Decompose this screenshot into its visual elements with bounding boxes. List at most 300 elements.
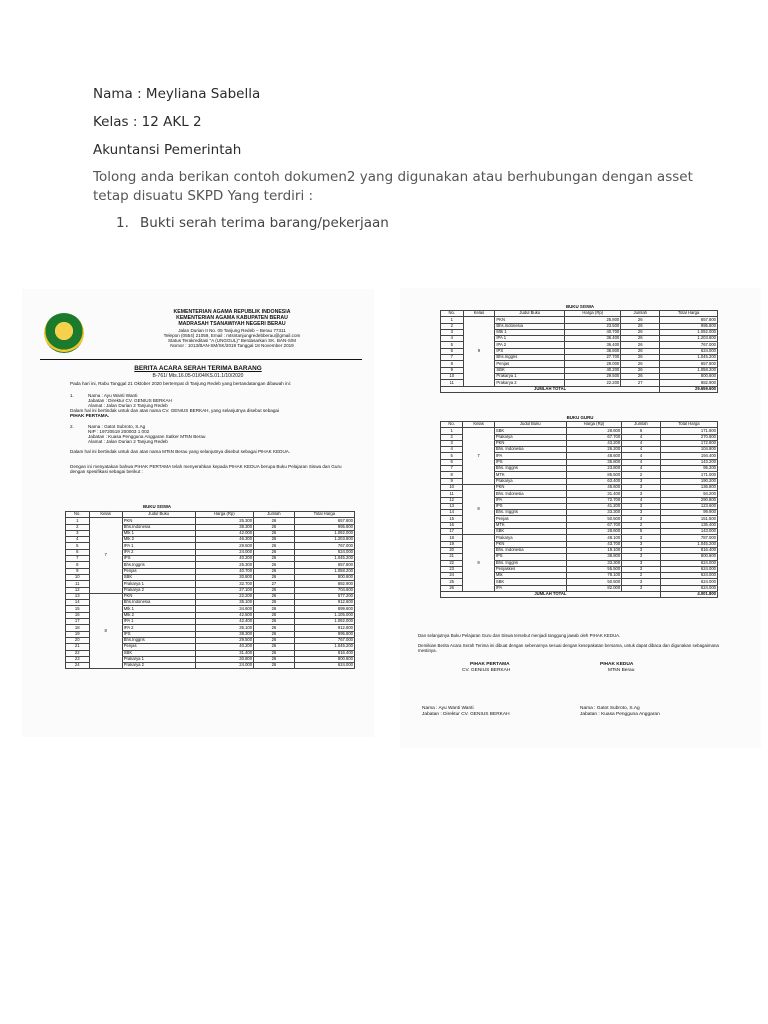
total-harga: 1.045.200	[294, 556, 354, 562]
jumlah: 4	[622, 440, 661, 446]
total-harga: 800.800	[660, 373, 718, 379]
judul-buku: SBK	[494, 428, 566, 434]
total-harga: 800.800	[294, 574, 354, 580]
harga: 45.600	[566, 484, 622, 490]
total-harga: 143.000	[660, 529, 717, 535]
judul-buku: Bhs.Indonesia	[122, 600, 195, 606]
judul-buku: IPA 1	[122, 543, 195, 549]
column-header: Jumlah	[621, 311, 660, 317]
judul-buku: IPA 2	[122, 549, 195, 555]
jumlah: 26	[254, 606, 295, 612]
total-harga: 800.800	[294, 656, 354, 662]
row-number: 1	[66, 518, 90, 524]
table-caption: BUKU GURU	[566, 415, 594, 420]
row-number: 6	[441, 459, 463, 465]
total-harga: 171.000	[660, 472, 717, 478]
judul-buku: IPA 1	[122, 619, 195, 625]
column-header: Harga (Rp)	[566, 422, 622, 428]
row-number: 19	[441, 541, 463, 547]
row-number: 7	[441, 355, 464, 361]
judul-buku: Mtk	[494, 573, 566, 579]
letterhead-text	[92, 309, 372, 348]
judul-buku: Bhs. Indonesia	[494, 547, 566, 553]
jumlah: 26	[254, 656, 295, 662]
row-number: 2	[441, 434, 463, 440]
jumlah: 3	[622, 547, 661, 553]
total-harga: 1.045.200	[660, 355, 718, 361]
row-number: 3	[441, 329, 464, 335]
judul-buku: IPS	[494, 503, 566, 509]
total-harga: 624.000	[660, 348, 718, 354]
judul-buku: SBK	[495, 367, 565, 373]
total-harga: 172.800	[660, 440, 717, 446]
total-harga: 99.900	[660, 510, 717, 516]
total-harga: 194.400	[660, 453, 717, 459]
harga: 25.300	[195, 562, 253, 568]
harga: 30.800	[195, 574, 253, 580]
harga: 23.500	[565, 323, 621, 329]
judul-buku: IPA 2	[495, 342, 565, 348]
buku-guru-table	[440, 421, 718, 598]
harga: 31.400	[566, 491, 622, 497]
harga: 25.800	[565, 317, 621, 323]
pihak-kedua-org: MTsN Berau	[608, 668, 635, 673]
harga: 35.100	[195, 600, 253, 606]
row-number: 11	[441, 380, 464, 386]
party2-number: 2.	[70, 424, 74, 429]
jumlah: 26	[254, 537, 295, 543]
harga: 32.700	[195, 581, 253, 587]
judul-buku: Penjas	[122, 568, 195, 574]
harga: 36.400	[565, 336, 621, 342]
jumlah: 26	[254, 556, 295, 562]
harga: 22.200	[195, 593, 253, 599]
row-number: 19	[66, 631, 90, 637]
total-harga: 577.200	[294, 593, 354, 599]
jumlah: 26	[254, 663, 295, 669]
total-harga: 912.600	[294, 600, 354, 606]
jumlah: 26	[254, 619, 295, 625]
jumlah: 26	[254, 637, 295, 643]
total-harga: 882.900	[660, 380, 718, 386]
kelas-cell: 7	[89, 518, 122, 594]
judul-buku: Prakarya 2	[122, 663, 195, 669]
total-value: 4.001.800	[660, 592, 717, 598]
row-number: 21	[441, 554, 463, 560]
judul-buku: IPS	[494, 459, 566, 465]
total-harga: 104.800	[660, 447, 717, 453]
harga: 34.600	[195, 606, 253, 612]
kop-line: KEMENTERIAN AGAMA KABUPATEN BERAU	[176, 315, 288, 322]
judul-buku: IPA 2	[122, 625, 195, 631]
harga: 38.300	[195, 524, 253, 530]
party2-nip: NIP : 19720519 200003 1 002	[88, 429, 150, 434]
harga: 27.100	[195, 587, 253, 593]
judul-buku: Bhs. Indonesia	[494, 447, 566, 453]
harga: 40.700	[565, 329, 621, 335]
total-harga: 995.800	[294, 524, 354, 530]
harga: 28.600	[566, 428, 622, 434]
jumlah: 2	[622, 522, 661, 528]
judul-buku: MTK	[494, 472, 566, 478]
total-label: JUMLAH TOTAL	[441, 592, 661, 598]
judul-buku: Bhs. Inggris	[494, 510, 566, 516]
kop-small-line: Nomor : 1013/BAN-SM/SK/2019 Tanggal 18 November 2019	[170, 343, 294, 349]
harga: 63.400	[566, 478, 622, 484]
jumlah: 26	[254, 568, 295, 574]
total-harga: 624.000	[294, 663, 354, 669]
total-harga: 143.200	[660, 459, 717, 465]
jumlah: 3	[622, 541, 661, 547]
jumlah: 26	[621, 329, 660, 335]
harga: 50.500	[566, 579, 622, 585]
opening-text: Pada hari ini, Rabu Tanggal 21 Oktober 2020 bertempat di Tanjung Redeb yang bertandatangan dibawah ini:	[70, 381, 291, 386]
harga: 40.700	[195, 568, 253, 574]
row-number: 6	[441, 348, 464, 354]
harga: 42.400	[195, 619, 253, 625]
harga: 26.200	[566, 447, 622, 453]
party1-name: Nama : Ayu Wanti Wanti	[88, 393, 138, 398]
column-header: Judul Buku	[494, 422, 566, 428]
column-header: Judul Buku	[122, 512, 195, 518]
harga: 85.500	[566, 472, 622, 478]
jumlah: 26	[254, 650, 295, 656]
total-harga: 767.000	[294, 543, 354, 549]
total-harga: 1.058.200	[294, 568, 354, 574]
harga: 29.500	[565, 373, 621, 379]
harga: 43.700	[566, 541, 622, 547]
row-number: 11	[66, 581, 90, 587]
list-item-number: 1.	[116, 215, 129, 231]
judul-buku: Bhs. Inggris	[494, 560, 566, 566]
judul-buku: IPS	[494, 554, 566, 560]
jumlah: 26	[254, 631, 295, 637]
row-number: 23	[441, 566, 463, 572]
jumlah: 3	[622, 478, 661, 484]
harga: 78.100	[566, 573, 622, 579]
harga: 55.500	[566, 566, 622, 572]
harga: 67.700	[566, 522, 622, 528]
row-number: 12	[441, 497, 463, 503]
row-number: 3	[66, 530, 90, 536]
row-number: 22	[66, 650, 90, 656]
total-harga: 123.600	[660, 503, 717, 509]
jumlah: 27	[254, 581, 295, 587]
row-number: 20	[66, 637, 90, 643]
list-item-text: Bukti serah terima barang/pekerjaan	[140, 215, 389, 231]
total-harga: 657.800	[660, 317, 718, 323]
total-harga: 624.000	[660, 585, 717, 591]
judul-buku: Bhs. Indonesia	[494, 491, 566, 497]
total-harga: 816.400	[660, 547, 717, 553]
total-harga: 1.058.200	[660, 367, 718, 373]
row-number: 8	[441, 361, 464, 367]
row-number: 22	[441, 560, 463, 566]
row-number: 14	[441, 510, 463, 516]
handover-statement: Dengan ini menyatakan bahwa PIHAK PERTAMA telah menyerahkan kepada PIHAK KEDUA berupa Buku Pelajaran Siswa dan Guru dengan spesifikasi sebagai berikut :	[70, 464, 342, 475]
row-number: 8	[66, 562, 90, 568]
harga: 43.200	[566, 440, 622, 446]
total-harga: 882.900	[294, 581, 354, 587]
kelas-cell: 8	[463, 484, 495, 534]
pihak-kedua-jabatan: Jabatan : Kuasa Pengguna Anggaran	[580, 712, 660, 717]
column-header: Total Harga	[294, 512, 354, 518]
row-number: 14	[66, 600, 90, 606]
party1-position: Jabatan : Direktur CV. GENIUS BERKAH	[88, 398, 172, 403]
party1-role: PIHAK PERTAMA.	[70, 413, 110, 418]
harga: 38.800	[565, 348, 621, 354]
judul-buku: Bhs.Indonesia	[122, 524, 195, 530]
row-number: 21	[66, 644, 90, 650]
party1-address: Alamat : Jalan Durian 2 Tanjung Redeb	[88, 403, 168, 408]
party2-description: Dalam hal ini bertindak untuk dan atas nama MTsN Berau yang selanjutnya disebut sebagai PIHAK KEDUA.	[70, 449, 291, 454]
total-harga: 1.045.200	[660, 541, 717, 547]
harga: 38.800	[566, 554, 622, 560]
jumlah: 4	[622, 497, 661, 503]
list-item	[116, 215, 389, 231]
column-header: Total Harga	[660, 311, 718, 317]
row-number: 26	[441, 585, 463, 591]
jumlah: 26	[621, 373, 660, 379]
buku-siswa-table	[65, 511, 355, 669]
document-scan-right	[400, 288, 761, 748]
jumlah: 26	[254, 543, 295, 549]
jumlah: 3	[622, 510, 661, 516]
judul-buku: Mtk 2	[122, 537, 195, 543]
row-number: 10	[441, 484, 463, 490]
jumlah: 2	[622, 472, 661, 478]
row-number: 5	[441, 342, 464, 348]
total-harga: 995.800	[294, 631, 354, 637]
kelas-cell: 8	[89, 593, 122, 669]
judul-buku: PKN	[494, 541, 566, 547]
harga: 42.000	[195, 530, 253, 536]
row-number: 12	[66, 587, 90, 593]
total-harga: 270.800	[660, 434, 717, 440]
jumlah: 3	[622, 484, 661, 490]
harga: 36.400	[565, 342, 621, 348]
document-title: BERITA ACARA SERAH TERIMA BARANG	[134, 365, 262, 372]
judul-buku: PKN	[494, 440, 566, 446]
jumlah: 3	[622, 491, 661, 497]
total-harga: 136.800	[660, 484, 717, 490]
judul-buku: IPS	[122, 631, 195, 637]
total-harga: 290.800	[660, 497, 717, 503]
total-harga: 657.800	[294, 518, 354, 524]
judul-buku: Mtk 1	[495, 329, 565, 335]
total-row	[441, 592, 718, 598]
jumlah: 26	[254, 593, 295, 599]
jumlah: 26	[621, 336, 660, 342]
row-number: 4	[441, 447, 463, 453]
jumlah: 3	[622, 503, 661, 509]
column-header: Harga (Rp)	[195, 512, 253, 518]
buku-siswa-table-kelas-9	[440, 310, 718, 393]
judul-buku: Prakarya 2	[495, 380, 565, 386]
party1-number: 1.	[70, 393, 74, 398]
column-header: Judul Buku	[495, 311, 565, 317]
total-harga: 767.000	[294, 637, 354, 643]
row-number: 18	[66, 625, 90, 631]
row-number: 8	[441, 472, 463, 478]
jumlah: 4	[622, 459, 661, 465]
row-number: 15	[66, 606, 90, 612]
jumlah: 3	[622, 560, 661, 566]
row-number: 6	[66, 549, 90, 555]
harga: 27.700	[565, 355, 621, 361]
harga: 24.000	[195, 663, 253, 669]
row-number: 10	[66, 574, 90, 580]
judul-buku: Mtk 1	[122, 606, 195, 612]
row-number: 7	[66, 556, 90, 562]
judul-buku: Mtk 2	[122, 612, 195, 618]
jumlah: 26	[254, 612, 295, 618]
closing-statement: Demikian Berita Acara Serah Terima ini dibuat dengan sebenarnya sesuai dengan kesepakatan bersama, untuk dapat dibaca dan digunakan sebagaimana mestinya.	[418, 643, 719, 654]
judul-buku: Prakarya 1	[122, 581, 195, 587]
harga: 82.000	[566, 585, 622, 591]
total-harga: 995.800	[660, 323, 718, 329]
party2-name: Nama : Gatot Subroto, S.Ag	[88, 424, 146, 429]
jumlah: 26	[254, 549, 295, 555]
jumlah: 26	[621, 367, 660, 373]
harga: 40.200	[195, 644, 253, 650]
harga: 25.300	[195, 518, 253, 524]
jumlah: 26	[254, 625, 295, 631]
row-number: 3	[441, 440, 463, 446]
harga: 33.300	[566, 560, 622, 566]
judul-buku: MTK	[494, 522, 566, 528]
total-harga: 171.600	[660, 428, 717, 434]
jumlah: 26	[254, 524, 295, 530]
row-number: 24	[441, 573, 463, 579]
total-harga: 816.400	[294, 650, 354, 656]
harga: 22.200	[565, 380, 621, 386]
total-harga: 657.800	[294, 562, 354, 568]
judul-buku: Bhs.Indonesia	[495, 323, 565, 329]
kelas-cell: 7	[463, 428, 495, 485]
jumlah: 3	[622, 566, 661, 572]
column-header: No.	[441, 422, 463, 428]
pihak-pertama-nama: Nama : Ayu Wanti Wanti	[422, 706, 474, 711]
jumlah: 4	[622, 434, 661, 440]
judul-buku: Bhs.Inggris	[122, 562, 195, 568]
letterhead-divider	[40, 359, 362, 360]
total-harga: 1.203.800	[660, 336, 718, 342]
total-harga: 624.000	[660, 566, 717, 572]
judul-buku: Prakarya 1	[122, 656, 195, 662]
total-harga: 912.600	[294, 625, 354, 631]
total-label: JUMLAH TOTAL	[441, 386, 660, 392]
total-harga: 151.500	[660, 516, 717, 522]
total-harga: 94.200	[660, 491, 717, 497]
judul-buku: SBK	[494, 579, 566, 585]
jumlah: 26	[254, 574, 295, 580]
jumlah: 6	[622, 428, 661, 434]
total-harga: 624.000	[660, 560, 717, 566]
judul-buku: Mtk 1	[122, 530, 195, 536]
jumlah: 26	[254, 518, 295, 524]
judul-buku: Penjas	[122, 644, 195, 650]
table-caption: BUKU SISWA	[565, 304, 595, 309]
kemenag-logo-icon	[44, 313, 84, 353]
jumlah: 26	[621, 348, 660, 354]
harga: 41.200	[566, 503, 622, 509]
jumlah: 2	[622, 573, 661, 579]
letterhead	[22, 289, 374, 351]
harga: 50.500	[566, 516, 622, 522]
pihak-pertama-label: PIHAK PERTAMA	[470, 662, 510, 667]
total-harga: 767.000	[660, 342, 718, 348]
judul-buku: IPA	[494, 453, 566, 459]
total-harga: 95.200	[660, 466, 717, 472]
total-harga: 1.045.200	[294, 644, 354, 650]
pihak-kedua-label: PIHAK KEDUA	[600, 662, 634, 667]
row-number: 24	[66, 663, 90, 669]
row-number: 17	[66, 619, 90, 625]
harga: 48.100	[566, 535, 622, 541]
harga: 28.600	[566, 529, 622, 535]
row-number: 7	[441, 466, 463, 472]
judul-buku: IPS	[495, 348, 565, 354]
jumlah: 26	[254, 530, 295, 536]
judul-buku: PKN	[122, 593, 195, 599]
jumlah: 26	[621, 323, 660, 329]
jumlah: 26	[254, 562, 295, 568]
row-number: 5	[441, 453, 463, 459]
pihak-kedua-nama: Nama : Gatot Subroto, S.Ag	[580, 706, 640, 711]
row-number: 15	[441, 516, 463, 522]
row-number: 17	[441, 529, 463, 535]
party2-position: Jabatan : Kuasa Pengguna Anggaran Satker MTsN Berau	[88, 434, 206, 439]
judul-buku: Bhs.Inggris	[495, 355, 565, 361]
row-number: 18	[441, 535, 463, 541]
kelas-cell: 9	[463, 317, 495, 386]
jumlah: 26	[254, 600, 295, 606]
judul-buku: Penjas	[495, 361, 565, 367]
judul-buku: Penjaskes	[494, 566, 566, 572]
harga: 33.300	[566, 510, 622, 516]
judul-buku: Prakarya 2	[122, 587, 195, 593]
harga: 31.400	[195, 650, 253, 656]
table-caption: BUKU SISWA	[142, 504, 172, 509]
total-harga: 704.600	[294, 587, 354, 593]
total-harga: 190.200	[660, 478, 717, 484]
total-harga: 657.800	[660, 361, 718, 367]
row-number: 2	[66, 524, 90, 530]
column-header: Kelas	[463, 311, 495, 317]
row-number: 20	[441, 547, 463, 553]
row-number: 13	[441, 503, 463, 509]
row-number: 9	[441, 367, 464, 373]
total-harga: 899.600	[294, 606, 354, 612]
jumlah: 3	[622, 516, 661, 522]
row-number: 4	[66, 537, 90, 543]
total-harga: 624.000	[660, 573, 717, 579]
party1-description: Dalam hal ini bertindak untuk dan atas nama CV. GENIUS BERKAH, yang selanjutnya disebut sebagai	[70, 408, 279, 413]
judul-buku: SBK	[122, 574, 195, 580]
jumlah: 5	[622, 529, 661, 535]
total-harga: 624.000	[660, 579, 717, 585]
column-header: Jumlah	[622, 422, 661, 428]
total-harga: 800.800	[660, 554, 717, 560]
jumlah: 26	[254, 644, 295, 650]
document-number: B-761/ Mts.16.05-01/04/KS.01.1/10/2020	[152, 373, 244, 379]
total-harga: 787.000	[660, 535, 717, 541]
harga: 35.800	[566, 459, 622, 465]
student-name: Nama : Meyliana Sabella	[93, 86, 261, 102]
column-header: No.	[441, 311, 464, 317]
judul-buku: PKN	[122, 518, 195, 524]
